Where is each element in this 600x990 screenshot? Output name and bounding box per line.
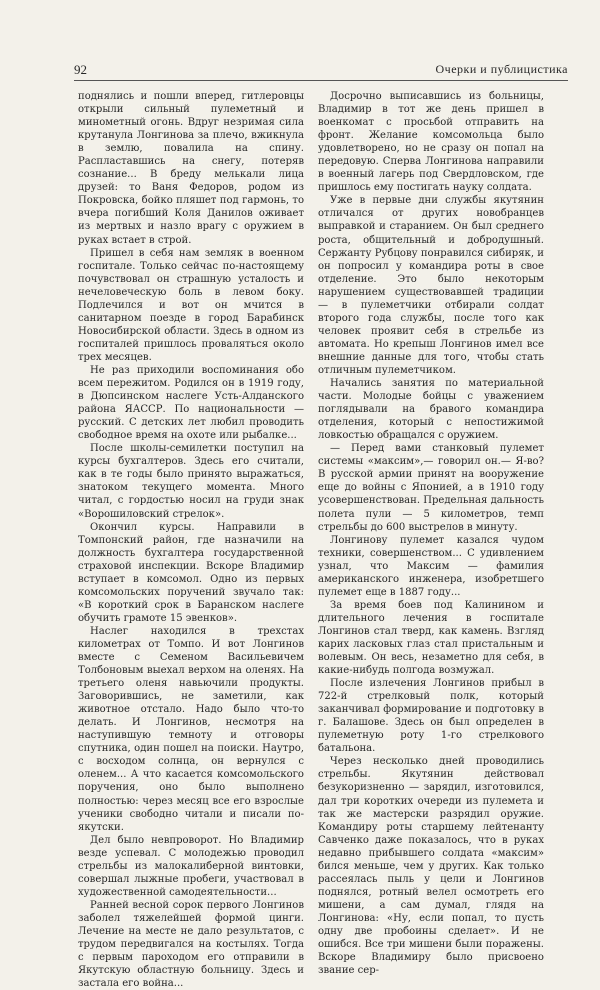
paragraph: Через несколько дней проводились стрельбы. Якутянин действовал безукоризненно — зарядил, изготовился, дал три коротких очереди из пулемета и так же мастерски разрядил оружие. Командиру роты старшему лейтенанту Савченко даже показалось, что в руках недавно прибывшего солдата «максим» бился меньше, чем у других. Как только рассеялась пыль у цели и Лонгинов поднялся, ротный велел осмотреть его мишени, а сам думал, глядя на Лонгинова: «Ну, если попал, то пусть одну две пробоины сделает». И не ошибся. Все три мишени были поражены. Вскоре Владимиру было присвоено звание сер- [318, 756, 544, 977]
paragraph: Ранней весной сорок первого Лонгинов заболел тяжелейшей формой цинги. Лечение на месте не дало результатов, с трудом передвигался на костылях. Тогда с первым пароходом его отправили в Якутскую областную больницу. Здесь и застала его война... [78, 899, 304, 990]
paragraph: Досрочно выписавшись из больницы, Владимир в тот же день пришел в военкомат с просьбой отправить на фронт. Желание комсомольца было удовлетворено, но не сразу он попал на передовую. Сперва Лонгинова направили в военный лагерь под Свердловском, где пришлось ему постигать науку солдата. [318, 91, 544, 194]
paragraph: Дел было невпроворот. Но Владимир везде успевал. С молодежью проводил стрельбы из малокалиберной винтовки, совершал лыжные пробеги, участвовал в художественной самодеятельности... [78, 834, 304, 898]
paragraph: поднялись и пошли вперед, гитлеровцы открыли сильный пулеметный и минометный огонь. Вдруг незримая сила крутанула Лонгинова за плечо, вжикнула в землю, повалила на спину. Распластавшись на снегу, потеряв сознание... В бреду мелькали лица друзей: то Ваня Федоров, родом из Покровска, бойко пляшет под гармонь, то вчера погибший Коля Данилов оживает из мертвых и назло врагу с оружием в руках встает в строй. [78, 91, 304, 246]
paragraph: Не раз приходили воспоминания обо всем пережитом. Родился он в 1919 году, в Дюпсинском наслеге Усть-Алданского района ЯАССР. По национальности — русский. С детских лет любил проводить свободное время на охоте или рыбалке... [78, 364, 304, 442]
page-number: 92 [74, 62, 87, 77]
paragraph: После излечения Лонгинов прибыл в 722-й стрелковый полк, который заканчивал формирование и подготовку в г. Балашове. Здесь он был определен в пулеметную роту 1-го стрелкового батальона. [318, 678, 544, 755]
paragraph: Уже в первые дни службы якутянин отличался от других новобранцев выправкой и старанием. Он был среднего роста, общительный и добродушный. Сержанту Рубцову понравился сибиряк, и он попросил у командира роты в свое отделение. Это было некоторым нарушением существовавшей традиции — в пулеметчики отбирали солдат второго года службы, после того как человек проявит себя в стрельбе из автомата. Но крепыш Лонгинов имел все внешние данные для того, чтобы стать отличным пулеметчиком. [318, 195, 544, 376]
header-rule [74, 80, 568, 81]
paragraph: Начались занятия по материальной части. Молодые бойцы с уважением поглядывали на бравого командира отделения, который с непостижимой ловкостью обращался с оружием. [318, 378, 544, 442]
paragraph: — Перед вами станковый пулемет системы «максим»,— говорил он.— Я-во? В русской армии принят на вооружение еще до войны с Японией, а в 1910 году усовершенствован. Предельная дальность полета пули — 5 километров, темп стрельбы до 600 выстрелов в минуту. [318, 443, 544, 533]
paragraph: После школы-семилетки поступил на курсы бухгалтеров. Здесь его считали, как в те годы было принято выражаться, знатоком текущего момента. Много читал, с гордостью носил на груди знак «Ворошиловский стрелок». [78, 443, 304, 520]
paragraph: Пришел в себя нам земляк в военном госпитале. Только сейчас по-настоящему почувствовал он страшную усталость и нечеловеческую боль в левом боку. Подлечился и вот он мчится в санитарном поезде в город Барабинск Новосибирской области. Здесь в одном из госпиталей пришлось проваляться около трех месяцев. [78, 247, 304, 363]
paragraph: Наслег находился в трехстах километрах от Томпо. И вот Лонгинов вместе с Семеном Васильевичем Толбоновым выехал верхом на оленях. На третьего оленя навьючили продукты. Заговорившись, не заметили, как животное отстало. Надо было что-то делать. И Лонгинов, несмотря на наступившую темноту и отговоры спутника, один пошел на поиски. Наутро, с восходом солнца, он вернулся с оленем... А что касается комсомольского поручения, оно было выполнено полностью: через месяц все его взрослые ученики свободно читали и писали по-якутски. [78, 625, 304, 833]
paragraph: Лонгинову пулемет казался чудом техники, совершенством... С удивлением узнал, что Максим — фамилия американского инженера, изобретшего пулемет еще в 1887 году... [318, 534, 544, 598]
left-column [78, 90, 304, 990]
paragraph: Окончил курсы. Направили в Томпонский район, где назначили на должность бухгалтера государственной страховой инспекции. Вскоре Владимир вступает в комсомол. Одно из первых комсомольских поручений звучало так: «В короткий срок в Баранском наслеге обучить грамоте 15 эвенков». [78, 521, 304, 624]
right-column [318, 90, 544, 977]
paragraph: За время боев под Калинином и длительного лечения в госпитале Лонгинов стал тверд, как камень. Взгляд карих ласковых глаз стал пристальным и волевым. Он весь, незаметно для себя, в какие-нибудь полгода возмужал. [318, 599, 544, 677]
running-title: Очерки и публицистика [435, 62, 568, 76]
